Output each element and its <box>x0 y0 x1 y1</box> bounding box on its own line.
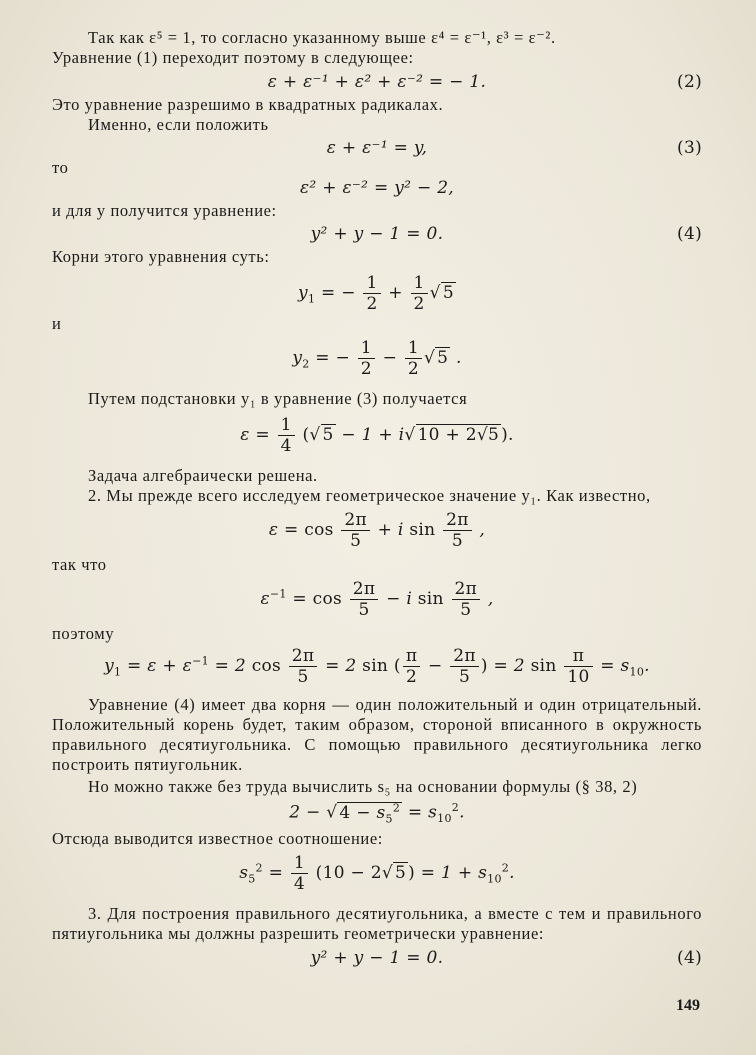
text-paragraph: Но можно также без труда вычислить s₅ на основании формулы (§ 38, 2) <box>88 777 638 796</box>
root-y1: $y_1$ = − $\frac{1}{2}$ + $\frac{1}{2}$ √ 5 <box>298 273 454 314</box>
text-line: Уравнение (1) переходит поэтому в следующее: <box>52 48 414 67</box>
equation-number: (4) <box>677 948 702 969</box>
text-line: Именно, если положить <box>88 115 269 134</box>
text-line: Путем подстановки y₁ в уравнение (3) получается <box>88 389 468 408</box>
text-line: Корни этого уравнения суть: <box>52 247 270 266</box>
text-line: Отсюда выводится известное соотношение: <box>52 829 383 849</box>
equation-number: (3) <box>677 138 702 158</box>
equation-4: y² + y − 1 = 0. (4) <box>310 224 702 244</box>
text-line: Так как ε⁵ = 1, то согласно указанному выше ε⁴ = ε⁻¹, ε³ = ε⁻². <box>88 28 556 47</box>
equation-4-repeat: y² + y − 1 = 0. (4) <box>310 948 702 969</box>
text-line: Это уравнение разрешимо в квадратных радикалах. <box>52 95 444 114</box>
page-number: 149 <box>676 997 700 1014</box>
s5-relation: $s_5^2$ = $\frac{1}{4}$ (10 − 2√ 5 ) = $1 + s_{10}^2$. <box>239 853 515 895</box>
text-line: так что <box>52 555 107 574</box>
text-paragraph: Уравнение (4) имеет два корня — один положительный и один отрицательный. Положительный корень будет, таким образом, стороной вписанного в окружность правильного десятиугольника. С помощью правильного десятиугольника легко построить пятиугольник. <box>52 695 702 774</box>
equation-3b: ε² + ε⁻² = y² − 2, <box>299 178 455 198</box>
s5-formula: 2 − √ $4 - s_5^2 = s_{10}^2$. <box>289 801 465 826</box>
equation-number: (4) <box>677 224 702 244</box>
text-line: поэтому <box>52 624 115 643</box>
text-line: то <box>52 158 69 177</box>
text-line: и для y получится уравнение: <box>52 201 277 220</box>
y1-equation: $y_1 = \varepsilon + \varepsilon^{-1} = 2$ cos $\frac{2\pi}{5}$ = 2 sin ( $\frac{\pi}{2}$ − $\frac{2\pi}{5}$ ) = 2 sin $\frac{\pi}{10}$ = $s_{10}$. <box>104 646 650 687</box>
equation-number: (2) <box>677 72 702 92</box>
page-content <box>52 28 702 972</box>
equation-3: ε + ε⁻¹ = y, (3) <box>326 138 702 158</box>
text-line: Задача алгебраически решена. <box>88 466 318 485</box>
inverse-equation: $\varepsilon^{-1} = \cos$ $\frac{2\pi}{5}$ − i sin $\frac{2\pi}{5}$ , <box>260 579 494 620</box>
epsilon-value: ε = $\frac{1}{4}$ (√ 5 − 1 + i√ 10 + 2√5 ). <box>240 415 514 456</box>
text-paragraph: 3. Для построения правильного десятиугольника, а вместе с тем и правильного пятиугольника мы должны разрешить геометрически уравнение: <box>52 904 702 944</box>
text-paragraph: 2. Мы прежде всего исследуем геометрическое значение y₁. Как известно, <box>88 486 651 505</box>
cos-equation: ε = cos $\frac{2\pi}{5}$ + i sin $\frac{2\pi}{5}$ , <box>268 510 486 551</box>
root-y2: $y_2$ = − $\frac{1}{2}$ − $\frac{1}{2}$ √ 5 . <box>292 338 462 379</box>
equation-2: ε + ε⁻¹ + ε² + ε⁻² = − 1. (2) <box>267 72 702 92</box>
text-line: и <box>52 314 62 333</box>
